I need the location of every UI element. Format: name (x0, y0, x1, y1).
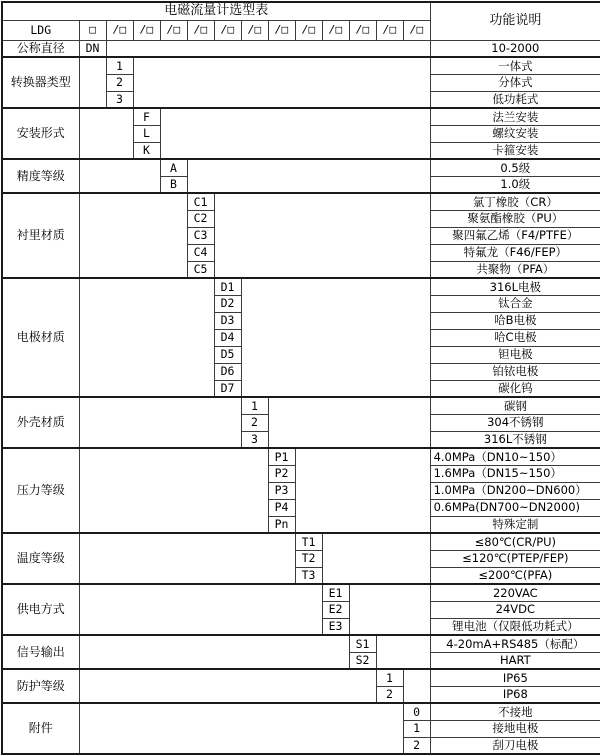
code-cell: 2 (106, 74, 133, 91)
desc-cell: 氯丁橡胶（CR） (430, 193, 600, 210)
desc-cell: 特氟龙（F46/FEP） (430, 244, 600, 261)
spacer-cell (79, 533, 295, 584)
table-title: 电磁流量计选型表 (2, 2, 430, 20)
model-prefix: LDG (2, 20, 79, 40)
code-cell: K (133, 142, 160, 159)
spacer-cell (349, 584, 430, 635)
code-slot: /□ (106, 20, 133, 40)
code-cell: B (160, 176, 187, 193)
code-cell: D3 (214, 312, 241, 329)
desc-cell: 哈B电极 (430, 312, 600, 329)
category-label: 供电方式 (2, 584, 79, 635)
code-cell: L (133, 125, 160, 142)
desc-cell: 哈C电极 (430, 329, 600, 346)
spacer-cell (79, 159, 160, 193)
category-label: 电极材质 (2, 278, 79, 397)
desc-cell: 304不锈钢 (430, 414, 600, 431)
category-label: 衬里材质 (2, 193, 79, 278)
desc-cell: 一体式 (430, 57, 600, 74)
spacer-cell (160, 108, 430, 159)
code-slot: /□ (241, 20, 268, 40)
spacer-cell (79, 108, 133, 159)
category-label: 外壳材质 (2, 397, 79, 448)
selection-table (1, 1, 600, 755)
code-cell: E1 (322, 584, 349, 601)
code-cell: P4 (268, 499, 295, 516)
category-label: 防护等级 (2, 669, 79, 703)
desc-cell: 锂电池（仅限低功耗式） (430, 618, 600, 635)
code-cell: 0 (403, 703, 430, 720)
code-slot: /□ (133, 20, 160, 40)
desc-cell: 0.5级 (430, 159, 600, 176)
desc-cell: 接地电极 (430, 720, 600, 737)
spacer-cell (79, 57, 106, 108)
code-cell: 1 (241, 397, 268, 414)
desc-cell: 1.6MPa（DN15~150） (430, 465, 600, 482)
code-cell: S2 (349, 652, 376, 669)
desc-cell: 316L电极 (430, 278, 600, 295)
code-slot: /□ (268, 20, 295, 40)
spacer-cell (79, 703, 403, 754)
code-cell: C5 (187, 261, 214, 278)
category-label: 信号输出 (2, 635, 79, 669)
desc-cell: 共聚物（PFA） (430, 261, 600, 278)
category-label: 压力等级 (2, 448, 79, 533)
code-cell: D4 (214, 329, 241, 346)
category-label: 转换器类型 (2, 57, 79, 108)
desc-cell: 低功耗式 (430, 91, 600, 108)
code-cell: C3 (187, 227, 214, 244)
spacer-cell (79, 193, 187, 278)
category-label: 精度等级 (2, 159, 79, 193)
desc-cell: 螺纹安装 (430, 125, 600, 142)
desc-cell: 钽电极 (430, 346, 600, 363)
code-cell: E3 (322, 618, 349, 635)
spacer-cell (187, 159, 430, 193)
code-slot: /□ (160, 20, 187, 40)
desc-cell: 卡箍安装 (430, 142, 600, 159)
desc-cell: ≤200℃(PFA) (430, 567, 600, 584)
code-cell: F (133, 108, 160, 125)
spacer-cell (295, 448, 430, 533)
desc-cell: 分体式 (430, 74, 600, 91)
desc-cell: 法兰安装 (430, 108, 600, 125)
code-cell: T2 (295, 550, 322, 567)
desc-cell: 1.0级 (430, 176, 600, 193)
spacer-cell (79, 669, 376, 703)
spacer-cell (214, 193, 430, 278)
code-cell: 1 (403, 720, 430, 737)
code-cell: 2 (376, 686, 403, 703)
spacer-cell (79, 635, 349, 669)
spacer-cell (376, 635, 430, 669)
category-label: 安装形式 (2, 108, 79, 159)
code-cell: C1 (187, 193, 214, 210)
code-cell: 3 (241, 431, 268, 448)
desc-cell: 不接地 (430, 703, 600, 720)
desc-cell: ≤120℃(PTEP/FEP) (430, 550, 600, 567)
code-slot: /□ (295, 20, 322, 40)
code-cell: Pn (268, 516, 295, 533)
code-cell: S1 (349, 635, 376, 652)
spacer-cell (241, 278, 430, 397)
code-cell: P2 (268, 465, 295, 482)
code-cell: P1 (268, 448, 295, 465)
code-cell: 1 (106, 57, 133, 74)
code-slot: /□ (187, 20, 214, 40)
function-column-header: 功能说明 (430, 2, 600, 40)
desc-cell: ≤80℃(CR/PU) (430, 533, 600, 550)
code-slot: /□ (349, 20, 376, 40)
code-cell: E2 (322, 601, 349, 618)
spacer-cell (79, 584, 322, 635)
desc-cell: 刮刀电极 (430, 737, 600, 754)
desc-cell: 钛合金 (430, 295, 600, 312)
spacer-cell (106, 40, 430, 57)
code-cell: T3 (295, 567, 322, 584)
desc-cell: 聚氨酯橡胶（PU） (430, 210, 600, 227)
code-cell: 2 (241, 414, 268, 431)
desc-cell: 聚四氟乙烯（F4/PTFE） (430, 227, 600, 244)
category-label-dn: 公称直径 (2, 40, 79, 57)
code-cell: D6 (214, 363, 241, 380)
code-cell: D1 (214, 278, 241, 295)
desc-cell: 1.0MPa（DN200~DN600） (430, 482, 600, 499)
spacer-cell (79, 448, 268, 533)
desc-cell: 4.0MPa（DN10~150） (430, 448, 600, 465)
code-slot: /□ (214, 20, 241, 40)
desc-cell: 碳化钨 (430, 380, 600, 397)
code-cell: T1 (295, 533, 322, 550)
desc-cell: 铂铱电极 (430, 363, 600, 380)
spacer-cell (79, 397, 241, 448)
spacer-cell (403, 669, 430, 703)
code-cell: C4 (187, 244, 214, 261)
code-cell: D7 (214, 380, 241, 397)
code-slot: /□ (322, 20, 349, 40)
desc-cell: 24VDC (430, 601, 600, 618)
code-cell: A (160, 159, 187, 176)
code-cell: 2 (403, 737, 430, 754)
code-cell: DN (79, 40, 106, 57)
code-cell: D5 (214, 346, 241, 363)
desc-cell: 碳钢 (430, 397, 600, 414)
spacer-cell (268, 397, 430, 448)
spacer-cell (133, 57, 430, 108)
desc-cell: 10-2000 (430, 40, 600, 57)
code-cell: 1 (376, 669, 403, 686)
code-cell: P3 (268, 482, 295, 499)
desc-cell: 0.6MPa(DN700~DN2000) (430, 499, 600, 516)
desc-cell: 316L不锈钢 (430, 431, 600, 448)
category-label: 温度等级 (2, 533, 79, 584)
code-cell: D2 (214, 295, 241, 312)
desc-cell: IP65 (430, 669, 600, 686)
desc-cell: IP68 (430, 686, 600, 703)
desc-cell: 特殊定制 (430, 516, 600, 533)
spacer-cell (322, 533, 430, 584)
code-cell: C2 (187, 210, 214, 227)
category-label: 附件 (2, 703, 79, 754)
desc-cell: 220VAC (430, 584, 600, 601)
code-cell: 3 (106, 91, 133, 108)
code-box: □ (79, 20, 106, 40)
code-slot: /□ (376, 20, 403, 40)
desc-cell: 4-20mA+RS485（标配） (430, 635, 600, 652)
code-slot: /□ (403, 20, 430, 40)
spacer-cell (79, 278, 214, 397)
desc-cell: HART (430, 652, 600, 669)
